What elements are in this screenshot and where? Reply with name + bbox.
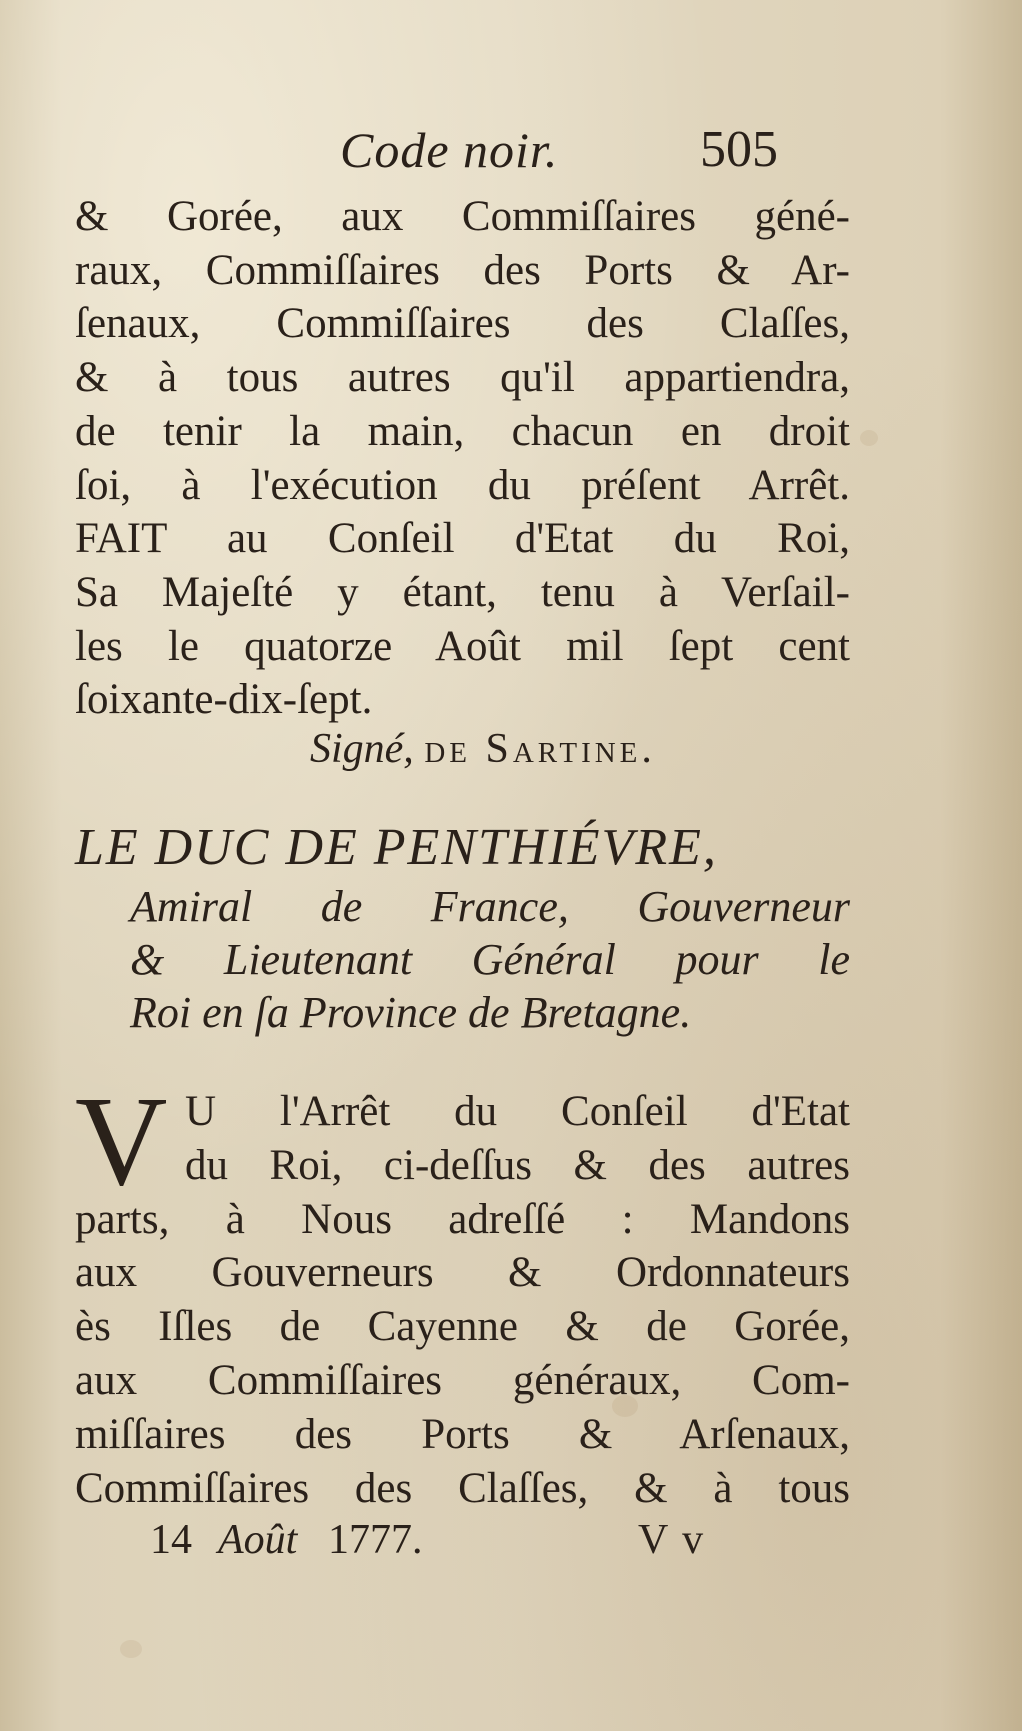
footer-date-year: 1777. bbox=[328, 1517, 423, 1563]
signatory-name: de Sartine. bbox=[424, 726, 656, 772]
drop-cap: V bbox=[75, 1070, 168, 1212]
text-line: de tenir la main, chacun en droit bbox=[75, 407, 850, 455]
text-line: aux Gouverneurs & Ordonnateurs bbox=[75, 1249, 850, 1297]
text-line: FAIT au Conſeil d'Etat du Roi, bbox=[75, 515, 850, 563]
text-line: ſenaux, Commiſſaires des Claſſes, bbox=[75, 300, 850, 348]
subheading-line: Roi en ſa Province de Bretagne. bbox=[130, 988, 692, 1037]
text-line: & Gorée, aux Commiſſaires géné- bbox=[75, 193, 850, 240]
foxing-spot bbox=[120, 1640, 142, 1658]
ordinance-paragraph bbox=[75, 1070, 850, 1515]
ordinance-subheading bbox=[130, 880, 850, 1039]
text-line: ès Iſles de Cayenne & de Gorée, bbox=[75, 1303, 850, 1351]
foxing-spot bbox=[860, 430, 878, 446]
text-line: aux Commiſſaires généraux, Com- bbox=[75, 1356, 850, 1404]
signature-label: Signé, bbox=[310, 726, 414, 772]
page-header bbox=[75, 120, 850, 190]
text-line: U l'Arrêt du Conſeil d'Etat bbox=[185, 1088, 850, 1135]
running-title: Code noir. bbox=[340, 122, 559, 178]
printer-signature-mark: V v bbox=[638, 1517, 706, 1563]
signature-line bbox=[310, 722, 656, 776]
text-line: les le quatorze Août mil ſept cent bbox=[75, 622, 850, 670]
subheading-line: Amiral de France, Gouverneur bbox=[130, 882, 850, 931]
text-line: & à tous autres qu'il appartiendra, bbox=[75, 354, 850, 402]
page-footer bbox=[150, 1510, 850, 1570]
footer-date-month: Août bbox=[218, 1517, 298, 1563]
text-line: ſoi, à l'exécution du préſent Arrêt. bbox=[75, 461, 850, 509]
footer-date-day: 14 bbox=[150, 1517, 192, 1563]
text-line: miſſaires des Ports & Arſenaux, bbox=[75, 1410, 850, 1458]
ordinance-heading: LE DUC DE PENTHIÉVRE, bbox=[75, 819, 718, 876]
text-line: raux, Commiſſaires des Ports & Ar- bbox=[75, 246, 850, 294]
text-line: Sa Majeſté y étant, tenu à Verſail- bbox=[75, 568, 850, 616]
text-line: parts, à Nous adreſſé : Mandons bbox=[75, 1195, 850, 1243]
text-line: ſoixante-dix-ſept. bbox=[75, 676, 373, 724]
text-line: Commiſſaires des Claſſes, & à tous bbox=[75, 1464, 850, 1512]
page-number: 505 bbox=[700, 121, 778, 178]
paragraph-continuation bbox=[75, 190, 850, 727]
subheading-line: & Lieutenant Général pour le bbox=[130, 935, 850, 984]
text-line: du Roi, ci-deſſus & des autres bbox=[185, 1141, 850, 1189]
